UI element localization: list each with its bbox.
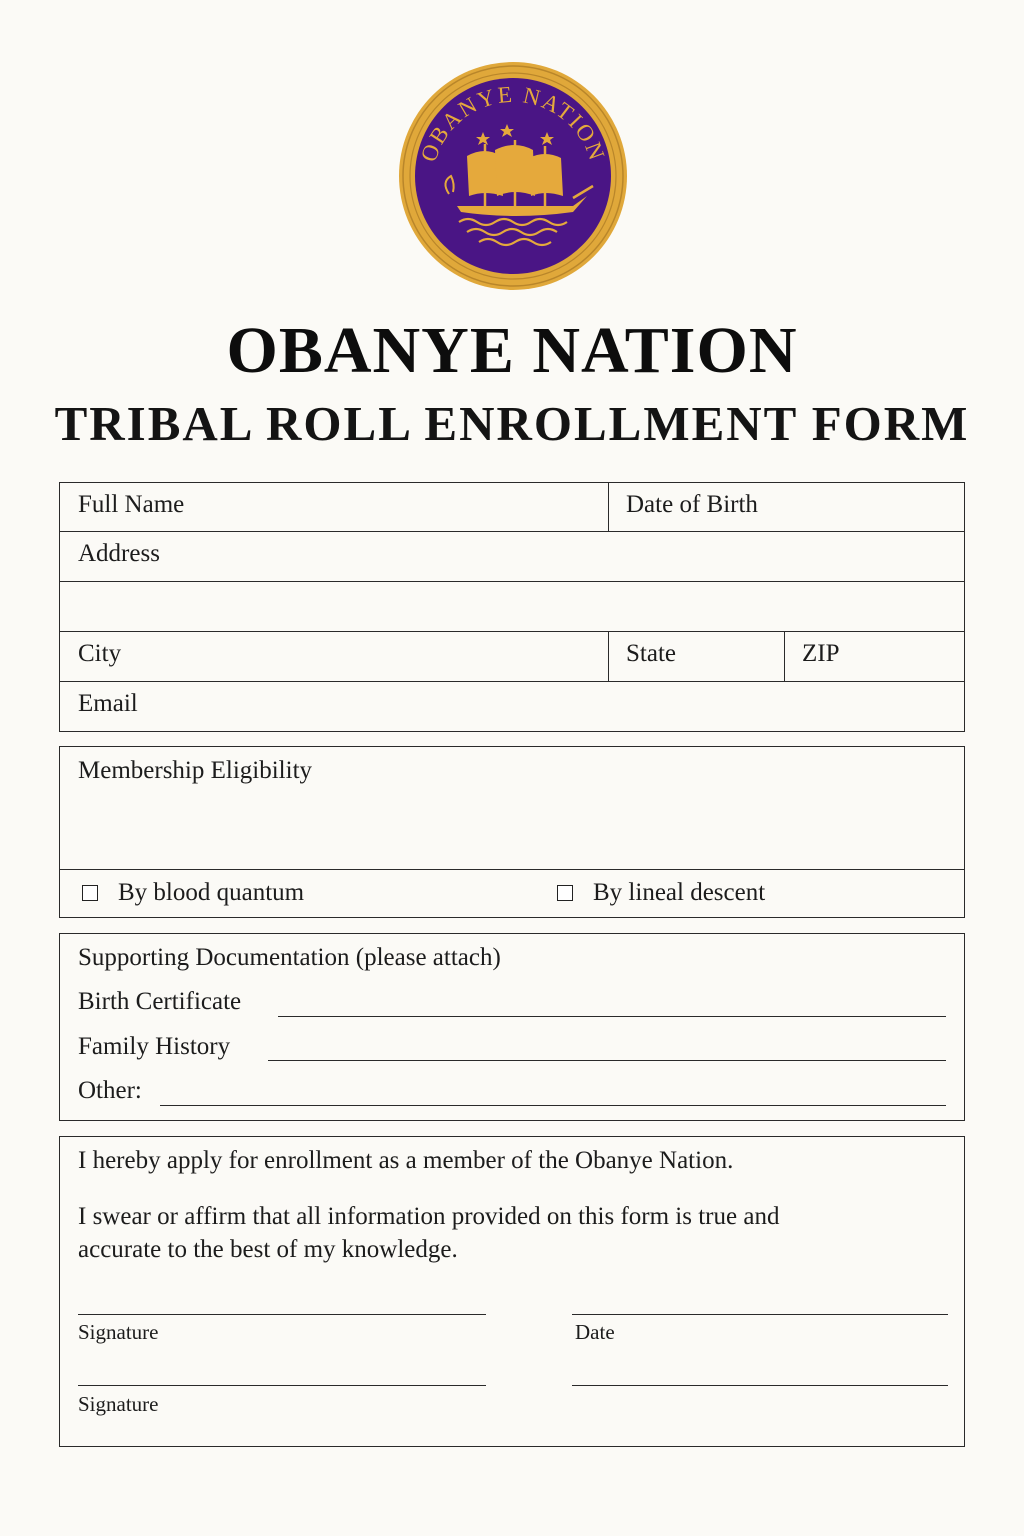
city-label: City <box>78 640 122 667</box>
address-label: Address <box>78 540 160 567</box>
personal-info-section <box>59 482 965 732</box>
blood-quantum-label: By blood quantum <box>118 879 305 906</box>
declaration-section <box>59 1136 965 1447</box>
date-label: Date <box>575 1320 615 1344</box>
birth-certificate-line[interactable] <box>278 1016 946 1017</box>
address-field[interactable] <box>60 532 965 630</box>
birth-certificate-label: Birth Certificate <box>78 988 242 1015</box>
other-line[interactable] <box>160 1105 946 1106</box>
signature-line-1[interactable] <box>78 1314 486 1315</box>
documentation-heading: Supporting Documentation (please attach) <box>78 944 501 971</box>
seal-ring-text: OBANYE NATION <box>415 81 611 165</box>
date-line-2[interactable] <box>572 1385 948 1386</box>
lineal-descent-checkbox[interactable] <box>557 885 573 901</box>
zip-label: ZIP <box>802 640 840 667</box>
other-label: Other: <box>78 1077 142 1104</box>
blood-quantum-checkbox[interactable] <box>82 885 98 901</box>
zip-field[interactable] <box>785 632 965 681</box>
full-name-label: Full Name <box>78 491 185 518</box>
date-of-birth-field[interactable] <box>609 483 965 531</box>
signature-label-1: Signature <box>78 1320 159 1344</box>
lineal-descent-label: By lineal descent <box>593 879 766 906</box>
date-line[interactable] <box>572 1314 948 1315</box>
family-history-line[interactable] <box>268 1060 946 1061</box>
email-label: Email <box>78 690 138 717</box>
full-name-field[interactable] <box>60 483 608 531</box>
state-field[interactable] <box>609 632 784 681</box>
supporting-documentation-section <box>59 933 965 1121</box>
obanye-nation-seal <box>397 60 629 292</box>
eligibility-heading: Membership Eligibility <box>78 757 313 784</box>
city-field[interactable] <box>60 632 608 681</box>
signature-line-2[interactable] <box>78 1385 486 1386</box>
affirm-statement-line-1: I swear or affirm that all information provided on this form is true and <box>78 1203 780 1230</box>
apply-statement: I hereby apply for enrollment as a member of the Obanye Nation. <box>78 1147 734 1174</box>
form-subtitle: TRIBAL ROLL ENROLLMENT FORM <box>54 396 970 451</box>
family-history-label: Family History <box>78 1033 231 1060</box>
email-field[interactable] <box>60 682 965 731</box>
state-label: State <box>626 640 676 667</box>
affirm-statement-line-2: accurate to the best of my knowledge. <box>78 1236 458 1263</box>
signature-label-2: Signature <box>78 1392 159 1416</box>
date-of-birth-label: Date of Birth <box>626 491 758 518</box>
page-title: OBANYE NATION <box>226 314 798 387</box>
membership-eligibility-section <box>59 746 965 918</box>
